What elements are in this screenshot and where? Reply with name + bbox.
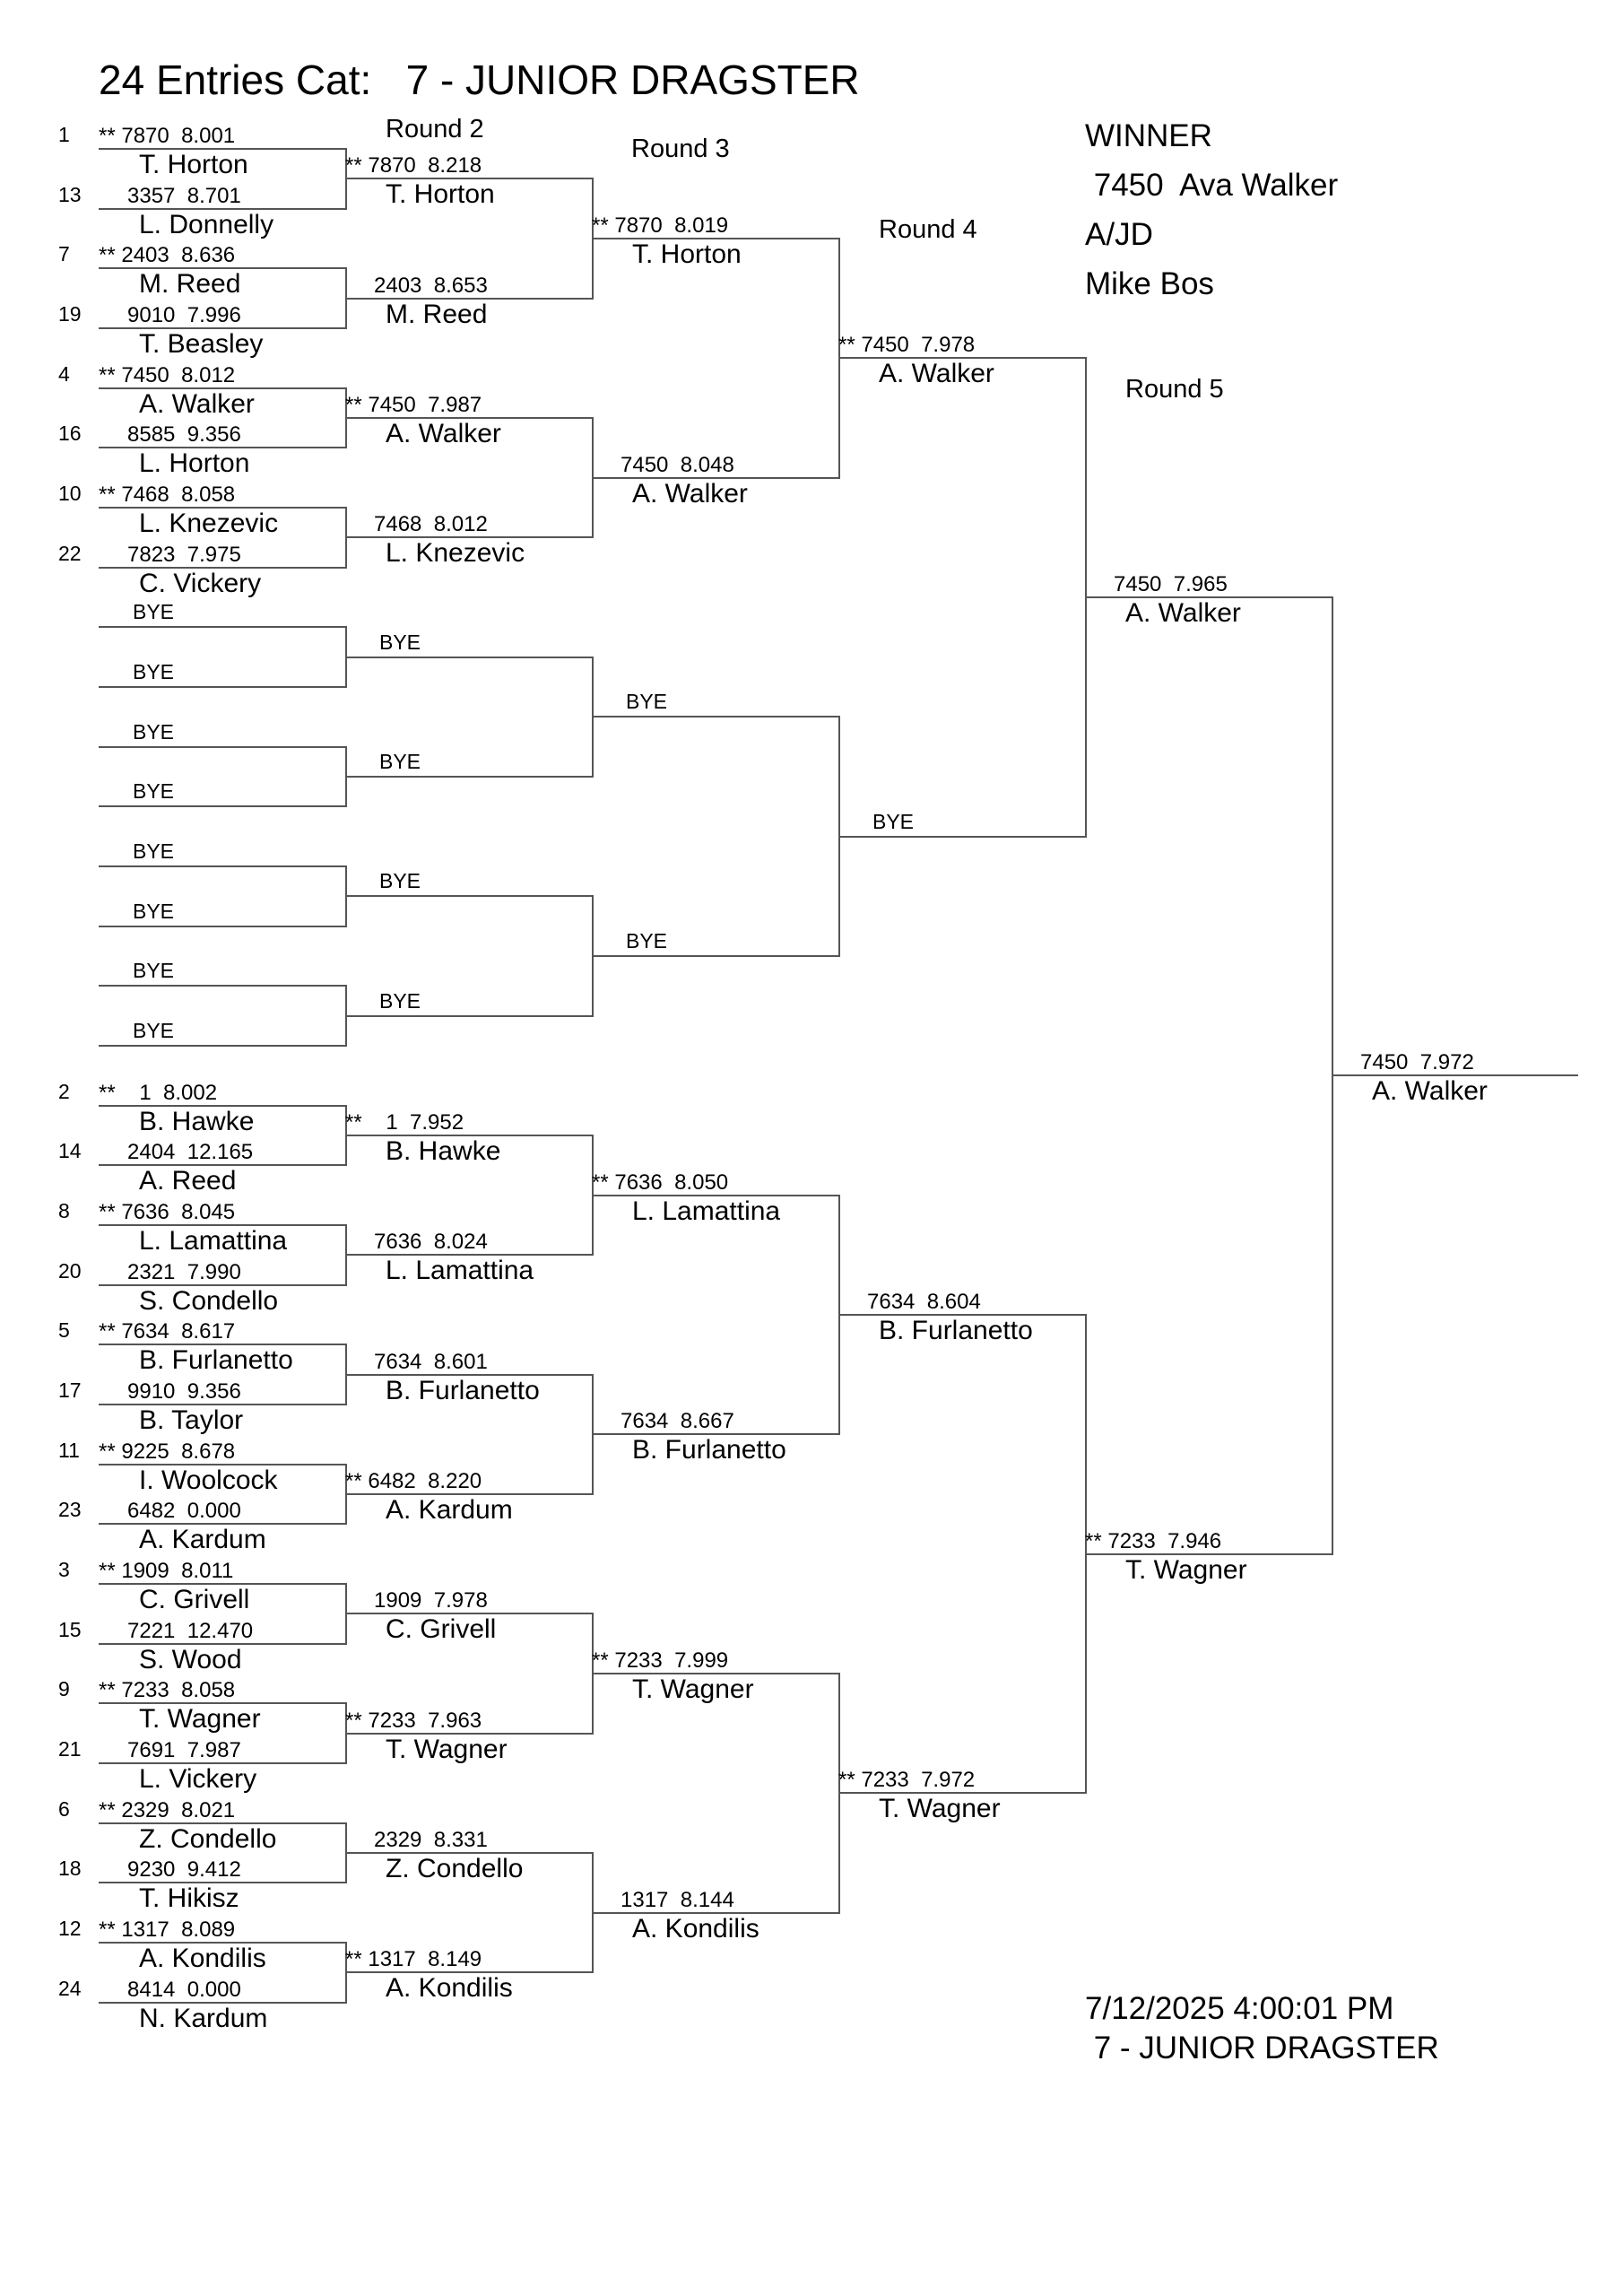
racer-name: T. Wagner xyxy=(386,1735,508,1764)
racer-name: M. Reed xyxy=(386,300,488,329)
bye-label: BYE xyxy=(379,750,421,773)
bracket-line xyxy=(99,805,345,807)
racer-name: A. Walker xyxy=(1125,598,1241,628)
elapsed-time: ** 1317 8.089 xyxy=(99,1918,236,1942)
bracket-line xyxy=(99,1045,345,1047)
racer-name: T. Hikisz xyxy=(139,1883,239,1913)
elapsed-time: ** 9225 8.678 xyxy=(99,1439,236,1464)
elapsed-time: 6482 0.000 xyxy=(127,1499,241,1523)
elapsed-time: 7468 8.012 xyxy=(374,512,488,536)
round-3-label: Round 3 xyxy=(631,135,730,163)
bye-label: BYE xyxy=(133,779,175,803)
racer-name: Z. Condello xyxy=(386,1854,524,1883)
elapsed-time: ** 7870 8.218 xyxy=(345,153,482,178)
racer-name: L. Knezevic xyxy=(139,509,279,538)
racer-name: I. Woolcock xyxy=(139,1465,278,1495)
elapsed-time: 2329 8.331 xyxy=(374,1828,488,1852)
racer-name: A. Kondilis xyxy=(386,1973,513,2003)
elapsed-time: ** 1909 8.011 xyxy=(99,1559,234,1583)
racer-name: T. Wagner xyxy=(1125,1555,1247,1585)
elapsed-time: ** 7233 7.999 xyxy=(592,1648,729,1673)
racer-name: C. Grivell xyxy=(139,1585,250,1614)
racer-name: L. Lamattina xyxy=(386,1256,534,1285)
elapsed-time: 9910 9.356 xyxy=(127,1379,241,1404)
elapsed-time: 3357 8.701 xyxy=(127,184,241,208)
seed-number: 7 xyxy=(58,242,70,265)
seed-number: 16 xyxy=(58,422,82,445)
elapsed-time: ** 7233 7.963 xyxy=(345,1709,482,1733)
elapsed-time: ** 7870 8.001 xyxy=(99,124,236,148)
round-4-label: Round 4 xyxy=(879,215,977,244)
round-2-label: Round 2 xyxy=(386,115,484,144)
seed-number: 13 xyxy=(58,183,82,206)
bracket-line xyxy=(99,985,345,987)
bye-label: BYE xyxy=(872,810,915,833)
racer-name: L. Knezevic xyxy=(386,538,525,568)
racer-name: M. Reed xyxy=(139,269,241,299)
racer-name: Z. Condello xyxy=(139,1824,277,1854)
racer-name: T. Beasley xyxy=(139,329,264,359)
elapsed-time: ** 7450 7.978 xyxy=(838,333,976,357)
elapsed-time: 8585 9.356 xyxy=(127,422,241,447)
racer-name: B. Furlanetto xyxy=(386,1376,540,1405)
elapsed-time: ** 7450 8.012 xyxy=(99,363,236,387)
racer-name: T. Horton xyxy=(632,239,742,269)
racer-name: T. Horton xyxy=(139,150,248,179)
elapsed-time: 2404 12.165 xyxy=(127,1140,254,1164)
seed-number: 9 xyxy=(58,1677,70,1700)
elapsed-time: 7221 12.470 xyxy=(127,1619,254,1643)
seed-number: 10 xyxy=(58,482,82,505)
racer-name: S. Wood xyxy=(139,1645,242,1674)
seed-number: 11 xyxy=(58,1439,80,1462)
elapsed-time: ** 7636 8.050 xyxy=(592,1170,729,1195)
elapsed-time: 7634 8.667 xyxy=(621,1409,734,1433)
winner-class: A/JD xyxy=(1085,217,1153,252)
elapsed-time: 7636 8.024 xyxy=(374,1230,488,1254)
racer-name: C. Vickery xyxy=(139,569,262,598)
elapsed-time: ** 1317 8.149 xyxy=(345,1947,482,1971)
final-time: 7450 7.972 xyxy=(1360,1050,1474,1074)
racer-name: A. Walker xyxy=(879,359,994,388)
racer-name: B. Furlanetto xyxy=(632,1435,786,1465)
elapsed-time: ** 1 7.952 xyxy=(345,1110,464,1135)
bracket-line xyxy=(345,776,592,778)
seed-number: 15 xyxy=(58,1618,82,1641)
bye-label: BYE xyxy=(133,720,175,744)
racer-name: A. Kondilis xyxy=(139,1944,266,1973)
elapsed-time: ** 7233 7.946 xyxy=(1085,1529,1222,1553)
seed-number: 23 xyxy=(58,1498,82,1521)
elapsed-time: ** 6482 8.220 xyxy=(345,1469,482,1493)
racer-name: C. Grivell xyxy=(386,1614,497,1644)
elapsed-time: ** 7450 7.987 xyxy=(345,393,482,417)
bracket-line xyxy=(99,686,345,688)
bye-label: BYE xyxy=(133,959,175,982)
seed-number: 4 xyxy=(58,362,70,386)
seed-number: 24 xyxy=(58,1977,82,2000)
elapsed-time: 7691 7.987 xyxy=(127,1738,241,1762)
winner-entry: 7450 Ava Walker xyxy=(1085,168,1339,203)
seed-number: 6 xyxy=(58,1797,70,1821)
elapsed-time: ** 1 8.002 xyxy=(99,1081,218,1105)
elapsed-time: ** 2329 8.021 xyxy=(99,1798,236,1822)
seed-number: 17 xyxy=(58,1378,82,1402)
page-title: 24 Entries Cat: 7 - JUNIOR DRAGSTER xyxy=(99,57,860,103)
racer-name: T. Wagner xyxy=(879,1794,1001,1823)
racer-name: L. Donnelly xyxy=(139,210,274,239)
elapsed-time: 1317 8.144 xyxy=(621,1888,734,1912)
racer-name: A. Kardum xyxy=(386,1495,513,1525)
official-name: Mike Bos xyxy=(1085,266,1214,301)
seed-number: 20 xyxy=(58,1259,82,1283)
seed-number: 14 xyxy=(58,1139,82,1162)
racer-name: A. Reed xyxy=(139,1166,237,1196)
elapsed-time: 1909 7.978 xyxy=(374,1588,488,1613)
elapsed-time: ** 7233 8.058 xyxy=(99,1678,236,1702)
seed-number: 2 xyxy=(58,1080,70,1103)
elapsed-time: 9010 7.996 xyxy=(127,303,241,327)
racer-name: B. Furlanetto xyxy=(879,1316,1033,1345)
round-5-label: Round 5 xyxy=(1125,375,1224,404)
bye-label: BYE xyxy=(379,989,421,1013)
racer-name: T. Wagner xyxy=(139,1704,261,1734)
seed-number: 8 xyxy=(58,1199,70,1222)
bracket-line xyxy=(99,626,345,628)
seed-number: 21 xyxy=(58,1737,82,1761)
racer-name: B. Taylor xyxy=(139,1405,244,1435)
bracket-line xyxy=(99,926,345,927)
elapsed-time: ** 2403 8.636 xyxy=(99,243,236,267)
seed-number: 1 xyxy=(58,123,70,146)
elapsed-time: 9230 9.412 xyxy=(127,1857,241,1882)
elapsed-time: 7823 7.975 xyxy=(127,543,241,567)
elapsed-time: 7634 8.601 xyxy=(374,1350,488,1374)
racer-name: L. Lamattina xyxy=(632,1196,781,1226)
racer-name: S. Condello xyxy=(139,1286,279,1316)
bye-label: BYE xyxy=(626,929,668,952)
elapsed-time: ** 7634 8.617 xyxy=(99,1319,236,1344)
racer-name: L. Lamattina xyxy=(139,1226,288,1256)
elapsed-time: 7450 8.048 xyxy=(621,453,734,477)
bracket-line xyxy=(99,865,345,867)
seed-number: 12 xyxy=(58,1917,82,1940)
racer-name: A. Walker xyxy=(632,479,748,509)
bracket-line xyxy=(838,836,1085,838)
racer-name: A. Kondilis xyxy=(632,1914,759,1944)
report-datetime: 7/12/2025 4:00:01 PM xyxy=(1085,1991,1394,2026)
racer-name: B. Hawke xyxy=(386,1136,501,1166)
elapsed-time: 7634 8.604 xyxy=(867,1290,981,1314)
elapsed-time: ** 7870 8.019 xyxy=(592,213,729,238)
bye-label: BYE xyxy=(626,690,668,713)
racer-name: A. Kardum xyxy=(139,1525,266,1554)
racer-name: A. Walker xyxy=(139,389,255,419)
bracket-line xyxy=(99,746,345,748)
bracket-line xyxy=(592,716,838,718)
seed-number: 3 xyxy=(58,1558,70,1581)
elapsed-time: ** 7233 7.972 xyxy=(838,1768,976,1792)
elapsed-time: 8414 0.000 xyxy=(127,1978,241,2002)
bracket-line xyxy=(592,955,838,957)
bracket-line xyxy=(345,657,592,658)
seed-number: 5 xyxy=(58,1318,70,1342)
seed-number: 22 xyxy=(58,542,82,565)
racer-name: N. Kardum xyxy=(139,2004,268,2033)
bracket-line xyxy=(345,1015,592,1017)
racer-name: B. Furlanetto xyxy=(139,1345,293,1375)
racer-name: A. Walker xyxy=(386,419,501,448)
elapsed-time: 2321 7.990 xyxy=(127,1260,241,1284)
bye-label: BYE xyxy=(379,869,421,892)
racer-name: L. Vickery xyxy=(139,1764,257,1794)
seed-number: 18 xyxy=(58,1857,82,1880)
racer-name: L. Horton xyxy=(139,448,250,478)
racer-name: B. Hawke xyxy=(139,1107,255,1136)
report-category: 7 - JUNIOR DRAGSTER xyxy=(1085,2031,1439,2066)
bye-label: BYE xyxy=(379,631,421,654)
bye-label: BYE xyxy=(133,1019,175,1042)
bye-label: BYE xyxy=(133,660,175,683)
bye-label: BYE xyxy=(133,600,175,623)
elapsed-time: ** 7468 8.058 xyxy=(99,483,236,507)
bracket-line xyxy=(345,895,592,897)
winner-label: WINNER xyxy=(1085,118,1212,153)
final-winner-name: A. Walker xyxy=(1372,1076,1488,1106)
elapsed-time: 7450 7.965 xyxy=(1114,572,1228,596)
bye-label: BYE xyxy=(133,839,175,863)
racer-name: T. Horton xyxy=(386,179,495,209)
bye-label: BYE xyxy=(133,900,175,923)
racer-name: T. Wagner xyxy=(632,1674,754,1704)
elapsed-time: ** 7636 8.045 xyxy=(99,1200,236,1224)
elapsed-time: 2403 8.653 xyxy=(374,274,488,298)
seed-number: 19 xyxy=(58,302,82,326)
